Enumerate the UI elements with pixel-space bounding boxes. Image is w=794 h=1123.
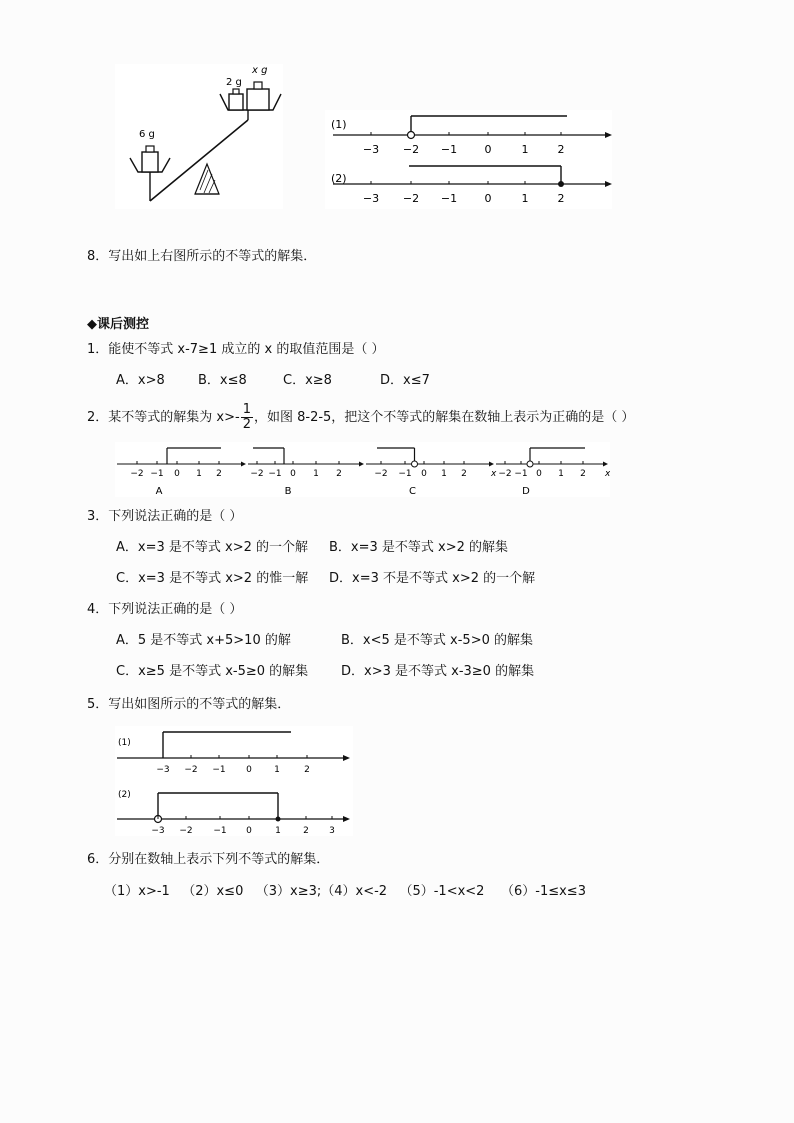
question-4: 4．下列说法正确的是（ ）	[87, 602, 243, 617]
q2-stem-before: 2．某不等式的解集为 x>-	[87, 410, 240, 425]
q2-option-c-line	[366, 448, 497, 497]
q5-line-1-tick-label: 2	[304, 765, 310, 775]
top-line-2-tick-label: 2	[557, 192, 565, 205]
q2-option-b-tick-label: 2	[336, 469, 342, 479]
section-title: ◆课后测控	[87, 317, 149, 332]
top-line-2-tick-label: 0	[484, 192, 492, 205]
q2-option-label: C	[409, 486, 416, 497]
q2-option-c-tick-label: 1	[441, 469, 447, 479]
q5-line-2-tick-label: −1	[213, 826, 227, 836]
q5-line-2-tick-label: 3	[329, 826, 335, 836]
q2-option-d-line	[496, 448, 610, 497]
question-8: 8．写出如上右图所示的不等式的解集．	[87, 249, 317, 264]
q5-line-1-tick-label: −2	[184, 765, 198, 775]
q2-option-label: B	[284, 486, 292, 497]
q5-line-1-tick-label: 0	[246, 765, 252, 775]
top-line-1-tick-label: 2	[557, 143, 565, 156]
q2-option-label: A	[155, 486, 163, 497]
fraction-denominator: 2	[242, 417, 251, 432]
q5-line-2-tick-label: 0	[246, 826, 252, 836]
q2-option-c-tick-label: −1	[398, 469, 412, 479]
question-6: 6．分别在数轴上表示下列不等式的解集．	[87, 852, 330, 867]
q4-option-b: B．x<5 是不等式 x-5>0 的解集	[341, 633, 533, 648]
q2-stem-after: ，如图 8-2-5，把这个不等式的解集在数轴上表示为正确的是（ ）	[253, 410, 635, 425]
question-3: 3．下列说法正确的是（ ）	[87, 509, 243, 524]
q2-number-line-options	[115, 442, 610, 497]
q3-option-c: C．x=3 是不等式 x>2 的惟一解	[116, 571, 309, 586]
q1-option-b: B．x≤8	[198, 373, 247, 388]
axis-variable: x	[605, 469, 610, 479]
q5-line-1-tick-label: −1	[212, 765, 226, 775]
q3-option-b: B．x=3 是不等式 x>2 的解集	[329, 540, 509, 555]
line-label-2: (2)	[331, 172, 347, 185]
q5-number-line-figure	[115, 726, 353, 836]
q2-option-c-tick-label: −2	[374, 469, 388, 479]
top-line-1-tick-label: 1	[521, 143, 529, 156]
q2-option-b-tick-label: 0	[290, 469, 296, 479]
top-line-2-tick-label: 1	[521, 192, 529, 205]
open-circle-marker	[408, 132, 415, 139]
q4-option-a: A．5 是不等式 x+5>10 的解	[116, 633, 291, 648]
q5-line-1-tick-label: −3	[156, 765, 170, 775]
q3-option-a: A．x=3 是不等式 x>2 的一个解	[116, 540, 309, 555]
q2-option-c-tick-label: 0	[421, 469, 427, 479]
q4-option-d: D．x>3 是不等式 x-3≥0 的解集	[341, 664, 535, 679]
q2-option-a-tick-label: −1	[150, 469, 164, 479]
balance-svg	[115, 64, 283, 209]
q5-line-label-1: (1)	[118, 738, 131, 748]
q2-option-c-tick-label: 2	[461, 469, 467, 479]
q5-line-2-tick-label: −2	[179, 826, 193, 836]
number-line-figure-top	[325, 110, 612, 209]
q1-option-c: C．x≥8	[283, 373, 332, 388]
q2-option-b-tick-label: −2	[250, 469, 264, 479]
top-line-2-tick-label: −3	[362, 192, 380, 205]
q2-option-label: D	[522, 486, 530, 497]
q5-line-2-tick-label: 2	[303, 826, 309, 836]
q2-option-a-tick-label: 1	[196, 469, 202, 479]
top-line-2-tick-label: −1	[440, 192, 458, 205]
q2-option-a-tick-label: 0	[174, 469, 180, 479]
q2-option-b-tick-label: 1	[313, 469, 319, 479]
open-circle-marker	[527, 461, 533, 467]
q1-option-a: A．x>8	[116, 373, 165, 388]
axis-variable: x	[491, 469, 497, 479]
fraction-numerator: 1	[242, 402, 251, 417]
q6-items: （1）x>-1 （2）x≤0 （3）x≥3;（4）x<-2 （5）-1<x<2 （6）-1≤x≤3	[104, 884, 586, 899]
q2-option-d-tick-label: 1	[558, 469, 564, 479]
q5-line-2-tick-label: 1	[275, 826, 281, 836]
right-weight-label-b: x g	[252, 65, 268, 76]
number-line-svg-top	[325, 110, 612, 209]
top-line-1-tick-label: 0	[484, 143, 492, 156]
q2-option-a-tick-label: 2	[216, 469, 222, 479]
closed-dot-marker	[558, 181, 564, 187]
q2-option-a-line	[117, 448, 246, 497]
q5-line-2-tick-label: −3	[151, 826, 165, 836]
top-line-1-tick-label: −2	[402, 143, 420, 156]
q2-option-d-tick-label: 2	[580, 469, 586, 479]
q2-option-b-line	[248, 448, 364, 497]
question-1: 1．能使不等式 x-7≥1 成立的 x 的取值范围是（ ）	[87, 342, 385, 357]
left-weight-label: 6 g	[139, 129, 155, 140]
q5-number-line-svg	[115, 726, 353, 836]
top-line-1-tick-label: −1	[440, 143, 458, 156]
q2-options-svg	[115, 442, 610, 497]
right-weight-label-a: 2 g	[226, 77, 242, 88]
q1-option-d: D．x≤7	[380, 373, 430, 388]
q4-option-c: C．x≥5 是不等式 x-5≥0 的解集	[116, 664, 309, 679]
fraction	[241, 403, 253, 432]
top-line-1-tick-label: −3	[362, 143, 380, 156]
question-5: 5．写出如图所示的不等式的解集．	[87, 697, 291, 712]
q2-option-d-tick-label: −1	[514, 469, 528, 479]
q3-option-d: D．x=3 不是不等式 x>2 的一个解	[329, 571, 536, 586]
q2-option-a-tick-label: −2	[130, 469, 144, 479]
top-line-2-tick-label: −2	[402, 192, 420, 205]
balance-figure	[115, 64, 283, 209]
q5-line-1-tick-label: 1	[274, 765, 280, 775]
q2-option-d-tick-label: 0	[536, 469, 542, 479]
question-2	[87, 401, 634, 435]
q2-option-d-tick-label: −2	[498, 469, 512, 479]
line-label-1: (1)	[331, 118, 347, 131]
q2-option-b-tick-label: −1	[268, 469, 282, 479]
open-circle-marker	[412, 461, 418, 467]
q5-line-label-2: (2)	[118, 790, 131, 800]
